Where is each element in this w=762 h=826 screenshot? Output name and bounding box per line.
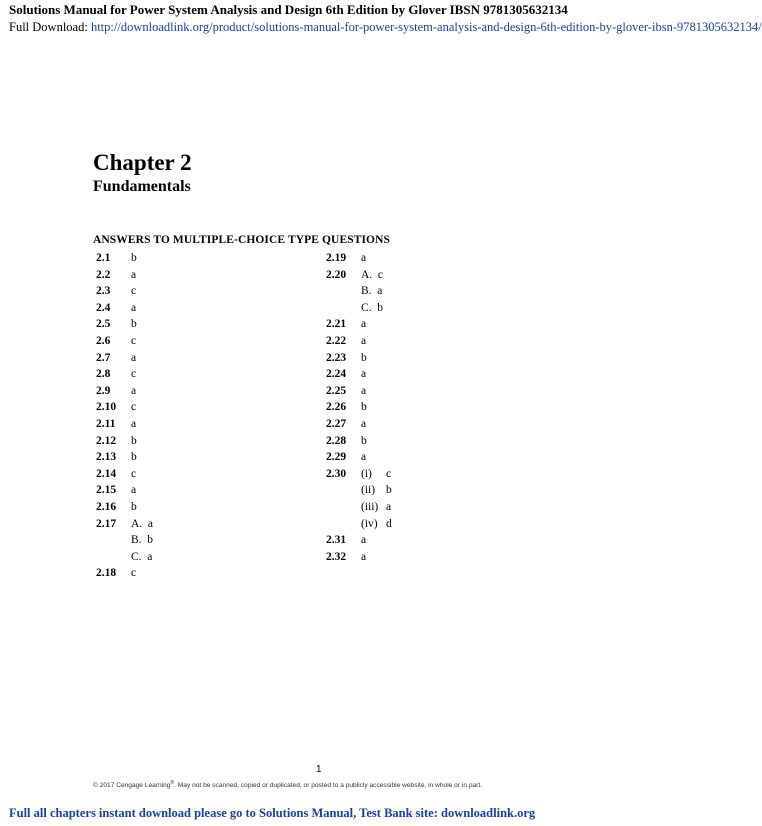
question-number: 2.29: [326, 451, 347, 464]
answer-row: [96, 466, 256, 482]
answer-row: [96, 516, 256, 532]
question-number: 2.20: [326, 268, 347, 281]
answer-row: [96, 316, 256, 332]
answer-row: [326, 499, 486, 515]
chapter-title: Chapter 2: [93, 150, 192, 175]
answer-value: b: [131, 434, 137, 447]
answer-value: c: [131, 401, 137, 414]
answer-row: [326, 283, 486, 299]
answer-row: [96, 366, 256, 382]
answer-row: [326, 300, 486, 316]
answer-value: a: [361, 384, 367, 397]
answer-value: a: [361, 318, 367, 331]
question-number: 2.30: [326, 467, 347, 480]
answer-value: c: [131, 567, 137, 580]
answer-row: [96, 565, 256, 581]
question-number: 2.2: [96, 268, 111, 281]
download-label: Full Download:: [9, 20, 88, 34]
answer-value: a: [361, 252, 367, 264]
sub-answer-value: a: [386, 501, 392, 513]
answer-row: [96, 416, 256, 432]
copyright-prefix: © 2017 Cengage Learning: [93, 782, 171, 790]
answer-row: [96, 267, 256, 283]
question-number: 2.25: [326, 384, 347, 397]
answer-value: a: [361, 418, 367, 430]
document-title: Solutions Manual for Power System Analysis and Design 6th Edition by Glover IBSN 9781305632134: [9, 2, 568, 17]
question-number: 2.21: [326, 318, 347, 331]
answer-row: [326, 366, 486, 382]
answer-row: [326, 549, 486, 565]
question-number: 2.7: [96, 351, 111, 364]
answers-heading: ANSWERS TO MULTIPLE-CHOICE TYPE QUESTIONS: [93, 234, 391, 246]
answer-value: A. a: [131, 517, 154, 530]
answer-row: [326, 383, 486, 399]
question-number: 2.5: [96, 318, 111, 331]
answer-value: a: [131, 301, 137, 314]
question-number: 2.4: [96, 301, 111, 314]
question-number: 2.23: [326, 351, 347, 364]
question-number: 2.12: [96, 434, 117, 447]
answer-value: a: [361, 368, 367, 381]
answer-value: b: [361, 434, 367, 447]
answer-value: C. a: [131, 550, 153, 563]
answer-row: [96, 433, 256, 449]
answer-row: [326, 516, 486, 532]
answer-value: c: [131, 368, 137, 381]
answer-row: [96, 449, 256, 465]
question-number: 2.24: [326, 368, 347, 381]
question-number: 2.27: [326, 418, 347, 430]
question-number: 2.28: [326, 434, 347, 447]
answer-row: [96, 383, 256, 399]
question-number: 2.8: [96, 368, 111, 381]
answer-row: [326, 482, 486, 498]
answer-value: B. b: [131, 534, 154, 547]
answer-value: b: [361, 401, 367, 414]
answer-value: a: [361, 550, 367, 563]
copyright-notice: [93, 780, 623, 789]
download-link[interactable]: http://downloadlink.org/product/solutions-manual-for-power-system-analysis-and-design-6th-edition-by-glover-ibsn-9781305632134/: [90, 20, 762, 34]
answer-row: [326, 399, 486, 415]
answer-row: [326, 316, 486, 332]
question-number: 2.32: [326, 550, 347, 563]
answer-value: a: [361, 451, 367, 464]
answer-row: [326, 532, 486, 548]
answer-value: b: [131, 318, 137, 331]
answer-value: a: [131, 418, 137, 430]
answer-value: a: [131, 268, 137, 281]
answer-row: [96, 399, 256, 415]
copyright-suffix: . May not be scanned, copied or duplicated, or posted to a publicly accessible website, in whole or in part.: [174, 782, 483, 790]
question-number: 2.26: [326, 401, 347, 414]
question-number: 2.14: [96, 467, 117, 480]
question-number: 2.31: [326, 534, 347, 547]
answer-row: [96, 482, 256, 498]
answer-row: [96, 499, 256, 515]
question-number: 2.9: [96, 384, 111, 397]
question-number: 2.13: [96, 451, 117, 464]
answer-row: [326, 267, 486, 283]
registered-mark: ®: [170, 780, 175, 786]
question-number: 2.22: [326, 335, 347, 347]
page-number: 1: [316, 764, 322, 775]
footer-promo: Full all chapters instant download please go to Solutions Manual, Test Bank site: downloadlink.org: [9, 806, 536, 820]
answer-row: [326, 416, 486, 432]
answer-row: [96, 300, 256, 316]
question-number: 2.6: [96, 335, 111, 347]
answer-row: [326, 350, 486, 366]
answer-value: B. a: [361, 285, 383, 298]
answer-row: [96, 549, 256, 565]
answer-value: A. c: [361, 268, 384, 281]
answer-value: (i): [361, 467, 372, 480]
answer-value: a: [131, 384, 137, 397]
answer-value: (ii): [361, 484, 376, 497]
answer-value: b: [131, 252, 137, 264]
answer-row: [96, 333, 256, 349]
answer-value: a: [131, 351, 137, 364]
answer-row: [96, 283, 256, 299]
question-number: 2.10: [96, 401, 117, 414]
question-number: 2.17: [96, 517, 117, 530]
sub-answer-value: b: [386, 484, 392, 497]
answer-value: C. b: [361, 301, 384, 314]
answer-value: b: [131, 451, 137, 464]
question-number: 2.18: [96, 567, 117, 580]
question-number: 2.19: [326, 252, 347, 264]
answer-value: (iv): [361, 517, 378, 530]
answer-value: a: [131, 484, 137, 497]
answer-row: [96, 350, 256, 366]
chapter-subtitle: Fundamentals: [93, 178, 191, 195]
answer-value: c: [131, 285, 137, 298]
sub-answer-value: c: [386, 467, 392, 480]
answer-value: a: [361, 534, 367, 547]
answer-value: (iii): [361, 501, 379, 513]
answer-row: [326, 250, 486, 266]
answer-value: b: [361, 351, 367, 364]
question-number: 2.11: [96, 418, 116, 430]
answer-row: [96, 250, 256, 266]
question-number: 2.16: [96, 501, 117, 513]
answer-value: a: [361, 335, 367, 347]
sub-answer-value: d: [386, 517, 392, 530]
answer-row: [326, 449, 486, 465]
answer-row: [96, 532, 256, 548]
answer-value: c: [131, 335, 137, 347]
answer-row: [326, 433, 486, 449]
question-number: 2.3: [96, 285, 111, 298]
question-number: 2.15: [96, 484, 117, 497]
answer-value: b: [131, 501, 137, 513]
answer-row: [326, 333, 486, 349]
answer-value: c: [131, 467, 137, 480]
answer-row: [326, 466, 486, 482]
question-number: 2.1: [96, 252, 111, 264]
download-line: [9, 20, 762, 35]
